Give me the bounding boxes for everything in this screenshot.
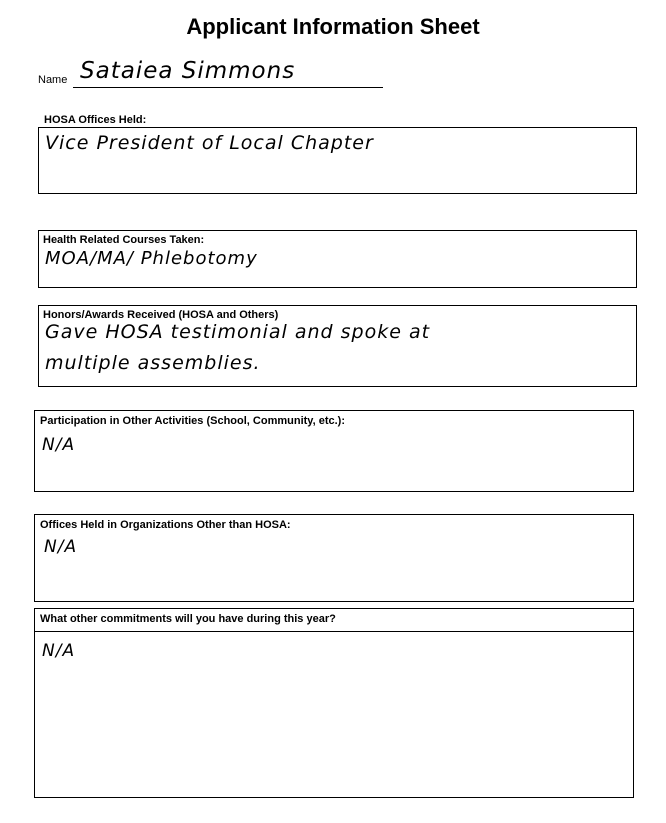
name-value: Sataiea Simmons [80,58,296,84]
courses-answer: MOA/MA/ Phlebotomy [45,248,258,269]
commitments-answer: N/A [42,641,76,661]
offices-box[interactable] [38,127,637,194]
other-offices-box[interactable] [34,514,634,602]
participation-box[interactable] [34,410,634,492]
other-offices-answer: N/A [44,537,78,557]
commitments-box[interactable] [34,608,634,798]
honors-label: Honors/Awards Received (HOSA and Others) [43,309,279,321]
courses-label: Health Related Courses Taken: [43,234,205,246]
name-label: Name [38,74,68,86]
offices-answer: Vice President of Local Chapter [45,132,374,154]
offices-label: HOSA Offices Held: [44,114,147,126]
courses-box[interactable] [38,230,637,288]
commitments-divider [35,631,633,632]
other-offices-label: Offices Held in Organizations Other than HOSA: [40,519,291,531]
participation-answer: N/A [42,435,76,455]
name-underline [73,87,383,88]
honors-answer-line2: multiple assemblies. [45,352,261,374]
honors-answer-line1: Gave HOSA testimonial and spoke at [45,321,431,343]
commitments-label: What other commitments will you have during this year? [40,613,336,625]
participation-label: Participation in Other Activities (School, Community, etc.): [40,415,345,427]
page-title: Applicant Information Sheet [186,14,480,39]
honors-box[interactable] [38,305,637,387]
name-field[interactable] [38,58,383,88]
